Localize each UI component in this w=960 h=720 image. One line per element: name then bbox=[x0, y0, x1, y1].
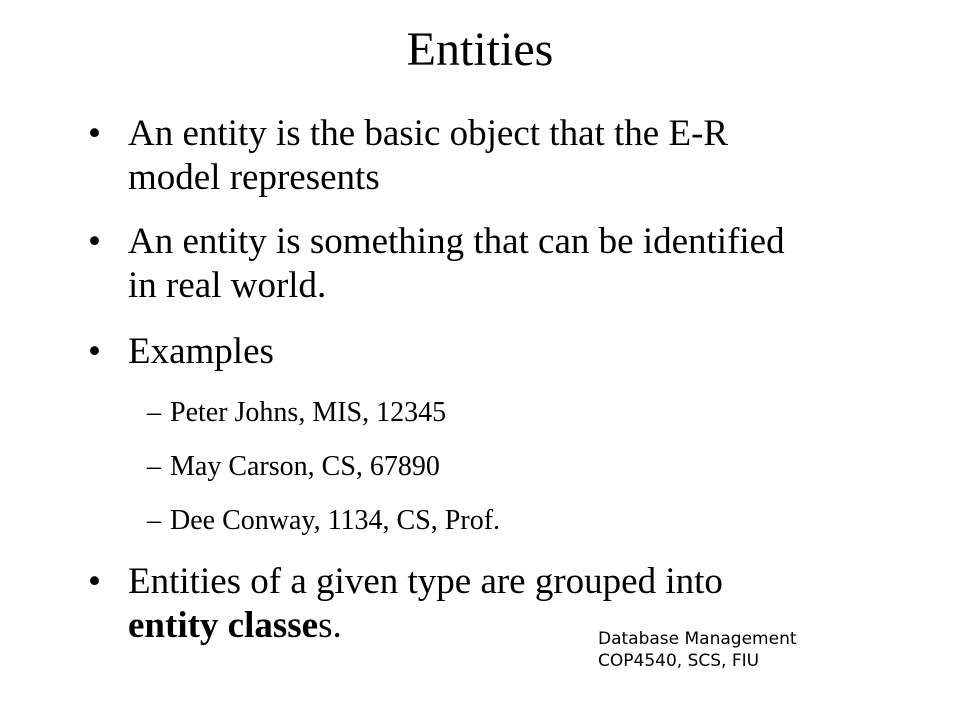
bullet-text bbox=[128, 112, 888, 200]
slide-footer bbox=[598, 628, 797, 672]
slide-title: Entities bbox=[406, 23, 554, 76]
bullet-line: in real world. bbox=[128, 265, 327, 306]
bullet-line: model represents bbox=[128, 157, 380, 198]
bullet-text: Examples bbox=[128, 331, 274, 372]
bold-term: entity classe bbox=[128, 605, 319, 646]
bullet-marker: • bbox=[88, 221, 101, 262]
bullet-text bbox=[128, 220, 888, 308]
sub-bullet-marker: – bbox=[147, 397, 161, 428]
bullet-marker: • bbox=[88, 331, 101, 372]
term-suffix: s. bbox=[318, 605, 342, 646]
bullet-line: Entities of a given type are grouped into bbox=[128, 561, 723, 602]
example-item: May Carson, CS, 67890 bbox=[170, 451, 440, 482]
bullet-line: An entity is the basic object that the E-R bbox=[128, 113, 729, 154]
sub-bullet-marker: – bbox=[147, 505, 161, 536]
bullet-marker: • bbox=[88, 113, 101, 154]
example-item: Dee Conway, 1134, CS, Prof. bbox=[170, 505, 501, 536]
footer-course: Database Management bbox=[598, 629, 797, 649]
sub-bullet-marker: – bbox=[147, 451, 161, 482]
bullet-marker: • bbox=[88, 561, 101, 602]
bullet-line: An entity is something that can be identified bbox=[128, 221, 785, 262]
example-item: Peter Johns, MIS, 12345 bbox=[170, 397, 447, 428]
footer-institution: COP4540, SCS, FIU bbox=[598, 651, 760, 671]
